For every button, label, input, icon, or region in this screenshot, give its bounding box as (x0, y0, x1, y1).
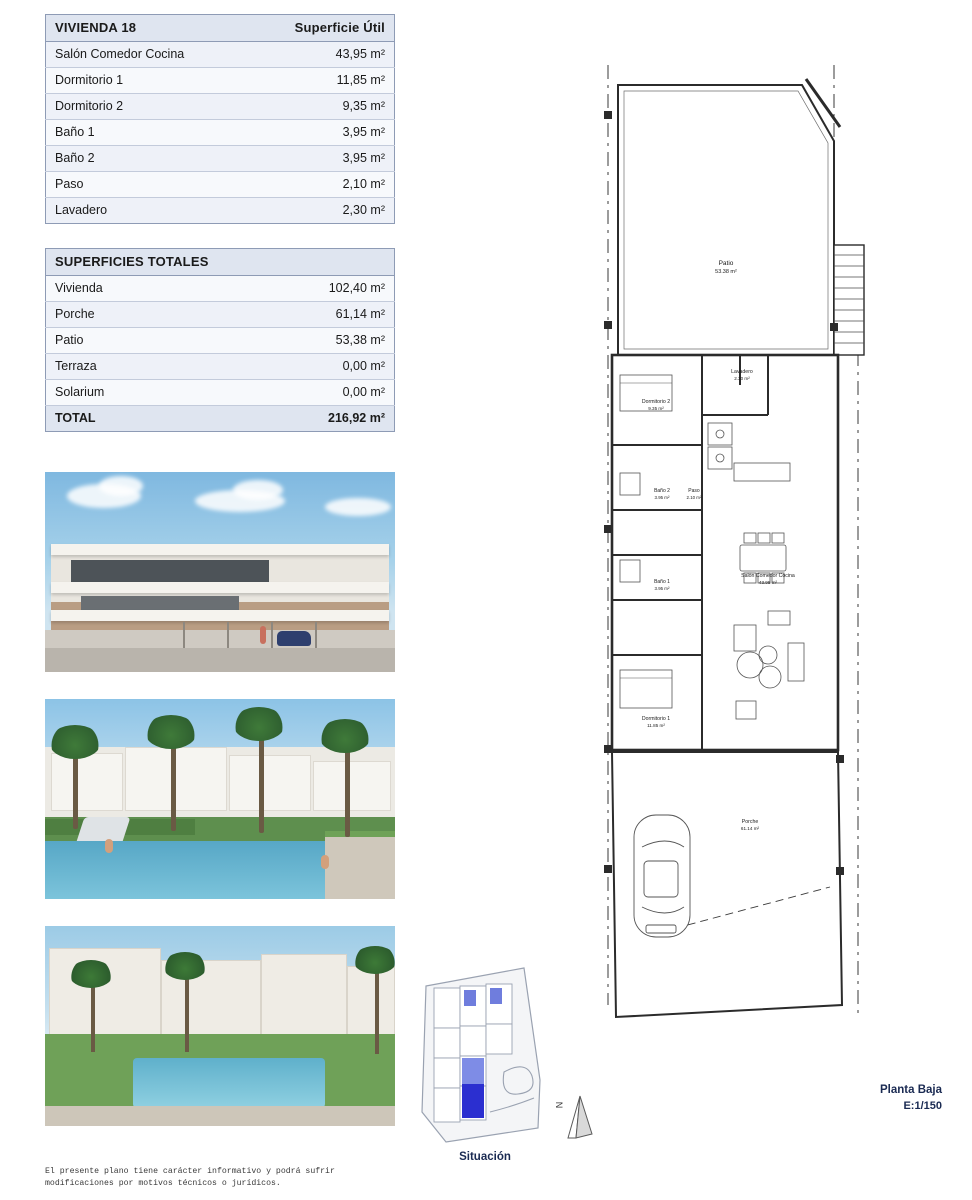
north-letter: N (554, 1101, 565, 1109)
table-row (46, 172, 395, 198)
table-row (46, 302, 395, 328)
totals-table (45, 248, 395, 432)
table-row (46, 198, 395, 224)
plan-caption-scale: E:1/150 (903, 1099, 942, 1112)
render-image-apartments-pool (45, 926, 395, 1126)
plot-highlight-current (462, 1084, 484, 1118)
unit-areas-table (45, 14, 395, 224)
room-label-lavadero: Lavadero (731, 369, 753, 375)
grand-total-label: TOTAL (46, 406, 221, 432)
room-label: Salón Comedor Cocina (46, 42, 221, 68)
unit-column-header: Superficie Útil (220, 15, 395, 42)
totals-title: SUPERFICIES TOTALES (46, 249, 395, 276)
plan-caption (880, 1082, 942, 1115)
total-label: Patio (46, 328, 221, 354)
left-column (45, 14, 395, 1126)
table-row (46, 42, 395, 68)
floor-plan-svg (590, 55, 940, 1065)
table-row (46, 68, 395, 94)
total-value: 102,40 m² (220, 276, 395, 302)
bed-furniture (620, 670, 672, 708)
table-row (46, 120, 395, 146)
room-area-lavadero: 2.30 m² (734, 376, 750, 381)
room-porche (612, 752, 842, 1017)
table-row (46, 146, 395, 172)
table-spacer (45, 224, 395, 248)
total-label: Solarium (46, 380, 221, 406)
room-label: Dormitorio 1 (46, 68, 221, 94)
disclaimer-line-1: El presente plano tiene carácter informativo y podrá sufrir (45, 1167, 335, 1176)
table-row (46, 328, 395, 354)
plot-neighbour-highlight (462, 1058, 484, 1084)
bath-fixture (620, 473, 640, 495)
table-header-row (46, 15, 395, 42)
room-area: 3,95 m² (220, 120, 395, 146)
room-label-dormitorio-1: Dormitorio 1 (641, 716, 671, 722)
table-row (46, 354, 395, 380)
room-area: 2,10 m² (220, 172, 395, 198)
room-area-porche: 61.14 m² (740, 826, 760, 831)
room-label-bano-2: Baño 2 (654, 488, 670, 494)
grand-total-value: 216,92 m² (220, 406, 395, 432)
room-label-porche: Porche (741, 819, 759, 825)
room-area-bano-1: 3.95 m² (654, 586, 670, 591)
room-area-paso: 2.10 m² (686, 495, 702, 500)
room-area-bano-2: 3.95 m² (654, 495, 670, 500)
table-row (46, 94, 395, 120)
render-image-terrace-view (45, 472, 395, 672)
bed-furniture (620, 375, 672, 411)
room-label-dormitorio-2: Dormitorio 2 (641, 399, 671, 405)
room-label-bano-1: Baño 1 (654, 579, 670, 585)
total-value: 0,00 m² (220, 354, 395, 380)
room-label: Dormitorio 2 (46, 94, 221, 120)
total-value: 53,38 m² (220, 328, 395, 354)
unit-title: VIVIENDA 18 (46, 15, 221, 42)
total-label: Porche (46, 302, 221, 328)
room-patio (618, 79, 840, 355)
situacion-label: Situación (459, 1151, 511, 1163)
room-area-salon: 43.95 m² (758, 580, 778, 585)
room-label: Paso (46, 172, 221, 198)
north-arrow-svg (552, 1090, 604, 1150)
situacion-svg (420, 962, 550, 1152)
floor-plan (590, 55, 940, 1065)
room-area-dormitorio-1: 11.85 m² (647, 723, 665, 728)
room-area-patio: 53.38 m² (715, 269, 737, 275)
disclaimer (45, 1166, 395, 1190)
room-area-dormitorio-2: 9.35 m² (648, 406, 664, 411)
room-area: 11,85 m² (220, 68, 395, 94)
room-label: Lavadero (46, 198, 221, 224)
stairs (834, 245, 864, 355)
total-label: Terraza (46, 354, 221, 380)
total-value: 0,00 m² (220, 380, 395, 406)
room-area: 2,30 m² (220, 198, 395, 224)
plan-caption-title: Planta Baja (880, 1084, 942, 1096)
render-image-pool-palms (45, 699, 395, 899)
room-label-patio: Patio (718, 260, 734, 267)
room-label-salon: Salón Comedor Cocina (741, 573, 795, 579)
totals-header-row (46, 249, 395, 276)
total-value: 61,14 m² (220, 302, 395, 328)
situacion-keyplan (420, 962, 550, 1162)
room-label-paso: Paso (688, 488, 700, 494)
table-row (46, 276, 395, 302)
bath-fixture (620, 560, 640, 582)
north-arrow (552, 1090, 604, 1150)
room-area: 9,35 m² (220, 94, 395, 120)
room-area: 43,95 m² (220, 42, 395, 68)
total-label: Vivienda (46, 276, 221, 302)
grand-total-row (46, 406, 395, 432)
room-label: Baño 1 (46, 120, 221, 146)
car-symbol (634, 815, 690, 937)
disclaimer-line-2: modificaciones por motivos técnicos o jurídicos. (45, 1178, 281, 1188)
table-row (46, 380, 395, 406)
room-area: 3,95 m² (220, 146, 395, 172)
room-label: Baño 2 (46, 146, 221, 172)
room-dormitorio-2 (620, 375, 672, 411)
